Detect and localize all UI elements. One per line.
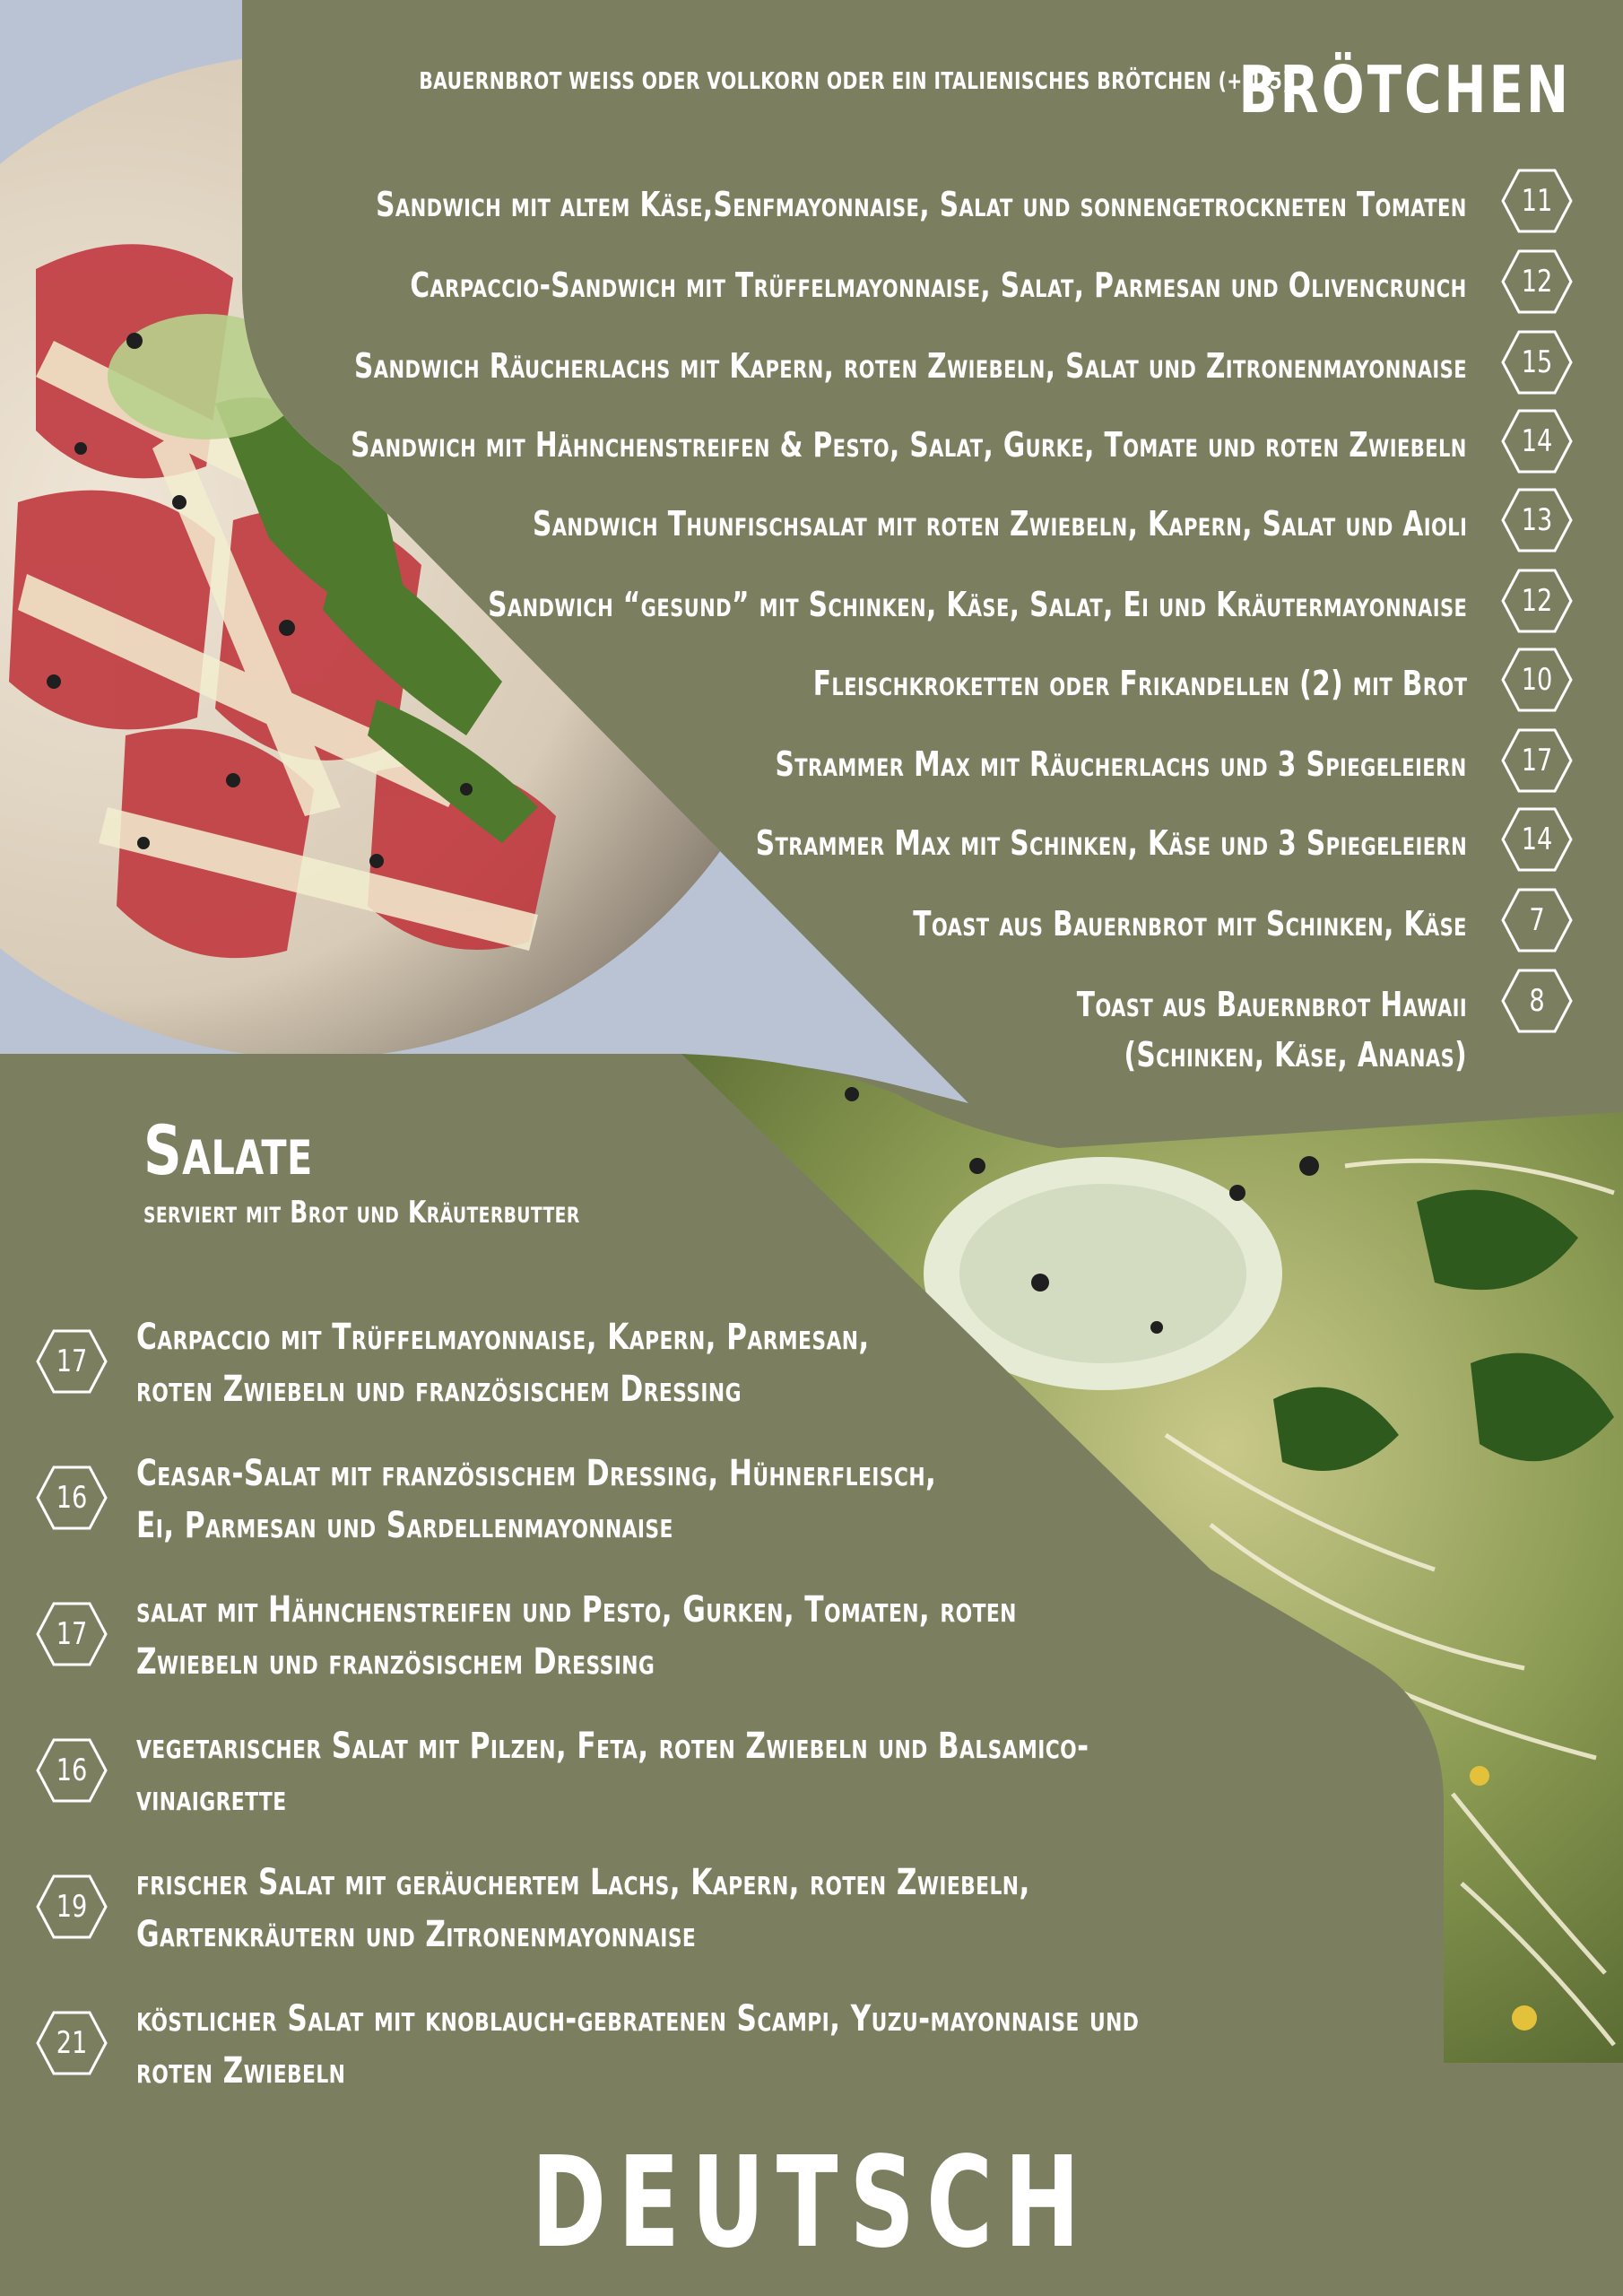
description-line: salat mit Hähnchenstreifen und Pesto, Gurken, Tomaten, roten [136, 1589, 1017, 1631]
broetchen-item [61, 409, 1585, 481]
language-footer [0, 2130, 1623, 2276]
description-line: Gartenkräutern und Zitronenmayonnaise [136, 1914, 697, 1955]
price-value: 17 [1521, 743, 1553, 778]
broetchen-item [61, 648, 1585, 719]
description-line: Sandwich mit Hähnchenstreifen & Pesto, Salat, Gurke, Tomate und roten Zwiebeln [351, 425, 1467, 465]
price-badge [1501, 807, 1573, 872]
description-line: Toast aus Bauernbrot mit Schinken, Käse [913, 904, 1467, 944]
price-badge [1501, 330, 1573, 395]
broetchen-item [61, 969, 1585, 1074]
description-line: (Schinken, Käse, Ananas) [1124, 1035, 1467, 1074]
price-badge [1501, 728, 1573, 793]
price-value: 7 [1529, 902, 1545, 938]
price-badge [1501, 969, 1573, 1033]
broetchen-item [61, 330, 1585, 402]
broetchen-item-description [776, 739, 1467, 789]
broetchen-item-description [812, 658, 1467, 709]
salat-item-description [136, 1448, 936, 1552]
price-badge [1501, 569, 1573, 633]
price-badge [1501, 409, 1573, 474]
price-value: 16 [56, 1752, 88, 1788]
broetchen-item [61, 569, 1585, 640]
price-value: 13 [1521, 502, 1553, 538]
broetchen-item-description [376, 179, 1467, 230]
price-badge [1501, 249, 1573, 314]
price-value: 17 [56, 1616, 88, 1652]
broetchen-item-description [1077, 979, 1467, 1080]
price-badge [36, 1738, 108, 1803]
price-value: 15 [1521, 344, 1553, 380]
price-badge [1501, 888, 1573, 952]
broetchen-item [61, 169, 1585, 240]
salate-section-title: Salate [143, 1110, 313, 1190]
salat-item-description [136, 1584, 1017, 1688]
description-line: frischer Salat mit geräuchertem Lachs, Kapern, roten Zwiebeln, [136, 1862, 1030, 1903]
broetchen-item [61, 488, 1585, 560]
salat-item-description [136, 1311, 870, 1415]
price-badge [36, 1874, 108, 1939]
description-line: Strammer Max mit Schinken, Käse und 3 Spiegeleiern [755, 823, 1467, 863]
description-line: Sandwich Räucherlachs mit Kapern, roten Zwiebeln, Salat und Zitronenmayonnaise [354, 346, 1467, 386]
broetchen-item-description [756, 818, 1467, 868]
salat-item-description [136, 1857, 1030, 1961]
price-value: 21 [56, 2025, 88, 2061]
broetchen-section-title: BRÖTCHEN [1238, 52, 1571, 127]
broetchen-item-description [354, 341, 1467, 391]
description-line: Carpaccio mit Trüffelmayonnaise, Kapern, Parmesan, [136, 1317, 870, 1358]
salat-item-description [136, 1993, 1139, 2097]
broetchen-item-description [913, 899, 1467, 949]
broetchen-item-description [488, 579, 1467, 630]
price-value: 8 [1529, 983, 1545, 1019]
broetchen-item [61, 249, 1585, 321]
price-badge [1501, 169, 1573, 233]
price-badge [36, 1465, 108, 1530]
broetchen-bread-note: BAUERNBROT WEISS ODER VOLLKORN ODER EIN ITALIENISCHES BRÖTCHEN (+ 1.5) [419, 68, 1291, 95]
price-badge [36, 2011, 108, 2075]
broetchen-item-description [533, 499, 1467, 549]
language-label: DEUTSCH [531, 2130, 1092, 2276]
broetchen-item [61, 807, 1585, 879]
description-line: Ei, Parmesan und Sardellenmayonnaise [136, 1505, 673, 1546]
broetchen-item-description [351, 420, 1467, 470]
price-value: 11 [1521, 183, 1553, 219]
description-line: Toast aus Bauernbrot Hawaii [1076, 985, 1467, 1024]
description-line: Carpaccio-Sandwich mit Trüffelmayonnaise, Salat, Parmesan und Olivencrunch [410, 265, 1467, 305]
broetchen-item-description [411, 260, 1467, 310]
description-line: Fleischkroketten oder Frikandellen (2) mit Brot [812, 664, 1467, 703]
price-value: 10 [1521, 662, 1553, 698]
price-value: 12 [1521, 264, 1553, 300]
price-value: 17 [56, 1344, 88, 1379]
price-badge [1501, 648, 1573, 712]
description-line: Sandwich mit altem Käse,Senfmayonnaise, Salat und sonnengetrockneten Tomaten [376, 185, 1467, 224]
price-badge [36, 1602, 108, 1666]
description-line: vinaigrette [136, 1778, 287, 1819]
price-value: 19 [56, 1889, 88, 1925]
price-value: 12 [1521, 583, 1553, 619]
description-line: köstlicher Salat mit knoblauch-gebratenen Scampi, Yuzu-mayonnaise und [136, 1998, 1140, 2039]
broetchen-item [61, 728, 1585, 800]
description-line: Sandwich Thunfischsalat mit roten Zwiebeln, Kapern, Salat und Aioli [532, 504, 1467, 544]
description-line: Zwiebeln und französischem Dressing [136, 1641, 655, 1683]
description-line: vegetarischer Salat mit Pilzen, Feta, roten Zwiebeln und Balsamico- [136, 1726, 1089, 1767]
price-value: 14 [1521, 822, 1553, 857]
broetchen-item [61, 888, 1585, 960]
price-value: 14 [1521, 423, 1553, 459]
description-line: Sandwich “gesund” mit Schinken, Käse, Salat, Ei und Kräutermayonnaise [487, 585, 1467, 624]
description-line: roten Zwiebeln [136, 2050, 346, 2092]
price-badge [36, 1329, 108, 1394]
price-value: 16 [56, 1480, 88, 1516]
description-line: Ceasar-Salat mit französischem Dressing, Hühnerfleisch, [136, 1453, 937, 1494]
price-badge [1501, 488, 1573, 552]
salat-item-description [136, 1720, 1089, 1824]
description-line: Strammer Max mit Räucherlachs und 3 Spiegeleiern [775, 744, 1467, 784]
description-line: roten Zwiebeln und französischem Dressing [136, 1369, 742, 1410]
salate-subtitle: serviert mit Brot und Kräuterbutter [143, 1195, 580, 1231]
